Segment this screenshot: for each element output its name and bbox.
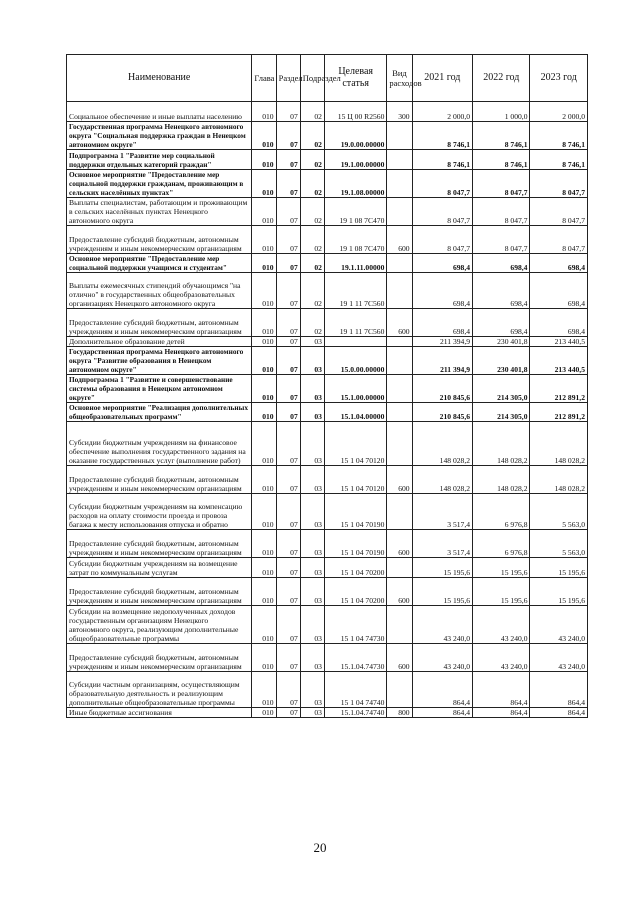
row-value-2022: 6 976,8 <box>473 530 530 558</box>
row-value-2021: 698,4 <box>412 273 472 309</box>
row-value-2021: 8 746,1 <box>412 150 472 170</box>
row-value-2023: 8 746,1 <box>530 122 588 150</box>
row-kind <box>387 606 412 644</box>
row-name: Дополнительное образование детей <box>67 337 252 347</box>
row-chapter: 010 <box>252 337 276 347</box>
row-value-2022: 864,4 <box>473 708 530 718</box>
row-value-2023: 864,4 <box>530 672 588 708</box>
header-chapter: Глава <box>252 55 276 102</box>
row-subsection: 03 <box>300 422 324 466</box>
row-value-2021: 2 000,0 <box>412 102 472 122</box>
row-subsection: 02 <box>300 122 324 150</box>
row-subsection: 03 <box>300 644 324 672</box>
row-subsection: 02 <box>300 170 324 198</box>
row-value-2021: 148 028,2 <box>412 422 472 466</box>
row-value-2021: 698,4 <box>412 254 472 273</box>
row-section: 07 <box>276 494 300 530</box>
row-value-2021: 211 394,9 <box>412 337 472 347</box>
row-value-2023: 698,4 <box>530 309 588 337</box>
row-chapter: 010 <box>252 150 276 170</box>
row-chapter: 010 <box>252 494 276 530</box>
row-kind <box>387 672 412 708</box>
row-name: Предоставление субсидий бюджетным, автономным учреждениям и иным некоммерческим организациям <box>67 226 252 254</box>
row-kind: 600 <box>387 578 412 606</box>
row-chapter: 010 <box>252 309 276 337</box>
row-value-2022: 148 028,2 <box>473 466 530 494</box>
row-chapter: 010 <box>252 530 276 558</box>
row-chapter: 010 <box>252 466 276 494</box>
row-target: 19 1 08 7С470 <box>324 226 386 254</box>
row-value-2021: 8 047,7 <box>412 198 472 226</box>
row-section: 07 <box>276 102 300 122</box>
row-value-2023: 148 028,2 <box>530 466 588 494</box>
row-name: Социальное обеспечение и иные выплаты населению <box>67 102 252 122</box>
table-row <box>67 708 588 718</box>
row-name: Субсидии бюджетным учреждениям на возмещение затрат по коммунальным услугам <box>67 558 252 578</box>
row-subsection: 03 <box>300 530 324 558</box>
row-chapter: 010 <box>252 606 276 644</box>
row-value-2022: 8 746,1 <box>473 150 530 170</box>
row-kind: 300 <box>387 102 412 122</box>
row-value-2023: 8 746,1 <box>530 150 588 170</box>
table-row <box>67 170 588 198</box>
row-chapter: 010 <box>252 102 276 122</box>
row-value-2022: 230 401,8 <box>473 347 530 375</box>
row-subsection: 03 <box>300 403 324 422</box>
table-row <box>67 494 588 530</box>
table-body <box>67 102 588 718</box>
row-kind <box>387 198 412 226</box>
row-value-2023: 15 195,6 <box>530 558 588 578</box>
row-target: 15.1.00.00000 <box>324 375 386 403</box>
row-value-2022: 1 000,0 <box>473 102 530 122</box>
row-target: 15 1 04 74740 <box>324 672 386 708</box>
row-subsection: 02 <box>300 226 324 254</box>
table-row <box>67 273 588 309</box>
row-value-2022: 230 401,8 <box>473 337 530 347</box>
row-section: 07 <box>276 403 300 422</box>
row-chapter: 010 <box>252 558 276 578</box>
row-value-2023: 5 563,0 <box>530 494 588 530</box>
row-section: 07 <box>276 530 300 558</box>
row-value-2023: 8 047,7 <box>530 226 588 254</box>
row-value-2022: 8 047,7 <box>473 198 530 226</box>
row-subsection: 03 <box>300 672 324 708</box>
row-target: 19.1.11.00000 <box>324 254 386 273</box>
row-target <box>324 337 386 347</box>
row-kind <box>387 150 412 170</box>
row-kind <box>387 254 412 273</box>
row-section: 07 <box>276 708 300 718</box>
row-value-2023: 43 240,0 <box>530 606 588 644</box>
table-row <box>67 578 588 606</box>
row-value-2023: 698,4 <box>530 254 588 273</box>
row-chapter: 010 <box>252 672 276 708</box>
row-value-2022: 864,4 <box>473 672 530 708</box>
table-row <box>67 644 588 672</box>
row-subsection: 03 <box>300 375 324 403</box>
row-target: 15.0.00.00000 <box>324 347 386 375</box>
row-value-2023: 43 240,0 <box>530 644 588 672</box>
row-value-2022: 15 195,6 <box>473 578 530 606</box>
row-value-2022: 8 746,1 <box>473 122 530 150</box>
row-section: 07 <box>276 644 300 672</box>
table-row <box>67 102 588 122</box>
row-target: 15 1 04 70200 <box>324 558 386 578</box>
row-kind: 600 <box>387 226 412 254</box>
page-number: 20 <box>313 840 327 855</box>
row-value-2022: 698,4 <box>473 309 530 337</box>
header-subsection: Подраздел <box>300 55 324 102</box>
row-target: 19 1 08 7С470 <box>324 198 386 226</box>
row-kind: 600 <box>387 466 412 494</box>
table-row <box>67 198 588 226</box>
row-section: 07 <box>276 578 300 606</box>
row-value-2023: 8 047,7 <box>530 170 588 198</box>
row-kind: 600 <box>387 309 412 337</box>
row-value-2021: 148 028,2 <box>412 466 472 494</box>
row-chapter: 010 <box>252 644 276 672</box>
row-name: Субсидии бюджетным учреждениям на финансовое обеспечение выполнения государственного задания на оказание государственных услуг (выполнение работ) <box>67 422 252 466</box>
row-value-2021: 698,4 <box>412 309 472 337</box>
row-name: Предоставление субсидий бюджетным, автономным учреждениям и иным некоммерческим организациям <box>67 644 252 672</box>
table-row <box>67 672 588 708</box>
row-target: 15 1 04 70190 <box>324 530 386 558</box>
row-kind <box>387 403 412 422</box>
row-chapter: 010 <box>252 403 276 422</box>
row-value-2022: 8 047,7 <box>473 226 530 254</box>
row-chapter: 010 <box>252 226 276 254</box>
row-target: 15 1 04 70120 <box>324 466 386 494</box>
row-subsection: 02 <box>300 309 324 337</box>
table-row <box>67 337 588 347</box>
row-subsection: 03 <box>300 494 324 530</box>
row-value-2021: 211 394,9 <box>412 347 472 375</box>
row-value-2023: 5 563,0 <box>530 530 588 558</box>
row-section: 07 <box>276 198 300 226</box>
row-section: 07 <box>276 122 300 150</box>
table-row <box>67 347 588 375</box>
row-value-2022: 214 305,0 <box>473 375 530 403</box>
row-subsection: 02 <box>300 273 324 309</box>
row-kind <box>387 375 412 403</box>
row-name: Основное мероприятие "Предоставление мер социальной поддержки гражданам, проживающим в сельских населённых пунктах" <box>67 170 252 198</box>
table-row <box>67 226 588 254</box>
row-value-2022: 6 976,8 <box>473 494 530 530</box>
row-name: Иные бюджетные ассигнования <box>67 708 252 718</box>
row-value-2021: 8 746,1 <box>412 122 472 150</box>
row-name: Основное мероприятие "Реализация дополнительных общеобразовательных программ" <box>67 403 252 422</box>
row-kind: 800 <box>387 708 412 718</box>
table-row <box>67 150 588 170</box>
row-name: Предоставление субсидий бюджетным, автономным учреждениям и иным некоммерческим организациям <box>67 309 252 337</box>
row-section: 07 <box>276 558 300 578</box>
row-value-2021: 3 517,4 <box>412 530 472 558</box>
row-target: 15.1.04.74730 <box>324 644 386 672</box>
row-subsection: 02 <box>300 150 324 170</box>
table-row <box>67 606 588 644</box>
row-chapter: 010 <box>252 578 276 606</box>
row-section: 07 <box>276 170 300 198</box>
row-target: 19.0.00.00000 <box>324 122 386 150</box>
row-name: Субсидии частным организациям, осуществляющим образовательную деятельность и реализующим дополнительные общеобразовательные программы <box>67 672 252 708</box>
table-row <box>67 558 588 578</box>
row-name: Государственная программа Ненецкого автономного округа "Развитие образования в Ненецком автономном округе" <box>67 347 252 375</box>
row-kind <box>387 122 412 150</box>
row-target: 19 1 11 7С560 <box>324 273 386 309</box>
row-value-2021: 864,4 <box>412 672 472 708</box>
row-chapter: 010 <box>252 170 276 198</box>
row-section: 07 <box>276 347 300 375</box>
row-kind <box>387 273 412 309</box>
row-target: 19 1 11 7С560 <box>324 309 386 337</box>
table-row <box>67 254 588 273</box>
row-section: 07 <box>276 273 300 309</box>
row-value-2023: 698,4 <box>530 273 588 309</box>
row-subsection: 03 <box>300 347 324 375</box>
row-section: 07 <box>276 150 300 170</box>
row-section: 07 <box>276 672 300 708</box>
row-value-2023: 2 000,0 <box>530 102 588 122</box>
row-target: 15 1 04 74730 <box>324 606 386 644</box>
row-section: 07 <box>276 375 300 403</box>
table-row <box>67 403 588 422</box>
row-value-2023: 15 195,6 <box>530 578 588 606</box>
row-kind <box>387 422 412 466</box>
row-subsection: 02 <box>300 102 324 122</box>
row-value-2021: 210 845,6 <box>412 375 472 403</box>
row-value-2022: 43 240,0 <box>473 606 530 644</box>
row-value-2021: 864,4 <box>412 708 472 718</box>
row-value-2021: 43 240,0 <box>412 606 472 644</box>
table-row <box>67 530 588 558</box>
row-target: 19.1.08.00000 <box>324 170 386 198</box>
row-name: Предоставление субсидий бюджетным, автономным учреждениям и иным некоммерческим организациям <box>67 578 252 606</box>
budget-table <box>66 54 588 718</box>
row-kind <box>387 170 412 198</box>
row-target: 15 Ц 00 R2560 <box>324 102 386 122</box>
row-target: 15.1.04.74740 <box>324 708 386 718</box>
row-kind: 600 <box>387 644 412 672</box>
row-subsection: 03 <box>300 466 324 494</box>
header-2022: 2022 год <box>473 55 530 102</box>
row-section: 07 <box>276 254 300 273</box>
row-value-2021: 3 517,4 <box>412 494 472 530</box>
row-value-2021: 210 845,6 <box>412 403 472 422</box>
row-subsection: 03 <box>300 708 324 718</box>
row-value-2021: 43 240,0 <box>412 644 472 672</box>
row-value-2022: 15 195,6 <box>473 558 530 578</box>
row-value-2023: 8 047,7 <box>530 198 588 226</box>
row-subsection: 03 <box>300 578 324 606</box>
row-value-2022: 8 047,7 <box>473 170 530 198</box>
row-value-2022: 43 240,0 <box>473 644 530 672</box>
header-section: Раздел <box>276 55 300 102</box>
table-row <box>67 122 588 150</box>
row-name: Субсидии на возмещение недополученных доходов государственным организациям Ненецкого автономного округа, реализующим дополнительные общеобразовательные программы <box>67 606 252 644</box>
row-target: 15 1 04 70200 <box>324 578 386 606</box>
row-section: 07 <box>276 422 300 466</box>
row-target: 15 1 04 70120 <box>324 422 386 466</box>
row-name: Основное мероприятие "Предоставление мер социальной поддержки учащимся и студентам" <box>67 254 252 273</box>
table-header <box>67 55 588 102</box>
row-name: Подпрограмма 1 "Развитие мер социальной поддержки отдельных категорий граждан" <box>67 150 252 170</box>
row-name: Выплаты ежемесячных стипендий обучающимся "на отлично" в государственных общеобразовательных организациях Ненецкого автономного округа <box>67 273 252 309</box>
row-subsection: 03 <box>300 337 324 347</box>
row-name: Предоставление субсидий бюджетным, автономным учреждениям и иным некоммерческим организациям <box>67 466 252 494</box>
row-value-2022: 148 028,2 <box>473 422 530 466</box>
row-section: 07 <box>276 606 300 644</box>
row-value-2022: 698,4 <box>473 254 530 273</box>
row-chapter: 010 <box>252 422 276 466</box>
row-target: 19.1.00.00000 <box>324 150 386 170</box>
header-2023: 2023 год <box>530 55 588 102</box>
row-chapter: 010 <box>252 198 276 226</box>
row-value-2023: 148 028,2 <box>530 422 588 466</box>
row-section: 07 <box>276 226 300 254</box>
row-kind <box>387 337 412 347</box>
row-name: Государственная программа Ненецкого автономного округа "Социальная поддержка граждан в Ненецком автономном округе" <box>67 122 252 150</box>
row-name: Подпрограмма 1 "Развитие и совершенствование системы образования в Ненецком автономном округе" <box>67 375 252 403</box>
row-chapter: 010 <box>252 122 276 150</box>
row-chapter: 010 <box>252 347 276 375</box>
row-kind <box>387 347 412 375</box>
row-value-2021: 15 195,6 <box>412 558 472 578</box>
row-kind <box>387 494 412 530</box>
row-chapter: 010 <box>252 273 276 309</box>
table-row <box>67 422 588 466</box>
table-row <box>67 466 588 494</box>
header-target: Целевая статья <box>324 55 386 102</box>
row-name: Выплаты специалистам, работающим и проживающим в сельских населённых пунктах Ненецкого автономного округа <box>67 198 252 226</box>
header-2021: 2021 год <box>412 55 472 102</box>
row-value-2023: 213 440,5 <box>530 347 588 375</box>
row-value-2021: 15 195,6 <box>412 578 472 606</box>
table-row <box>67 375 588 403</box>
row-target: 15.1.04.00000 <box>324 403 386 422</box>
header-name: Наименование <box>67 55 252 102</box>
row-kind: 600 <box>387 530 412 558</box>
row-subsection: 03 <box>300 606 324 644</box>
row-value-2023: 213 440,5 <box>530 337 588 347</box>
row-name: Предоставление субсидий бюджетным, автономным учреждениям и иным некоммерческим организациям <box>67 530 252 558</box>
row-value-2022: 214 305,0 <box>473 403 530 422</box>
header-kind: Вид расходов <box>387 55 412 102</box>
row-name: Субсидии бюджетным учреждениям на компенсацию расходов на оплату стоимости проезда и провоза багажа к месту использования отпуска и обратно <box>67 494 252 530</box>
row-target: 15 1 04 70190 <box>324 494 386 530</box>
row-kind <box>387 558 412 578</box>
row-chapter: 010 <box>252 708 276 718</box>
row-value-2021: 8 047,7 <box>412 226 472 254</box>
row-value-2023: 212 891,2 <box>530 375 588 403</box>
row-subsection: 02 <box>300 198 324 226</box>
row-subsection: 02 <box>300 254 324 273</box>
row-chapter: 010 <box>252 254 276 273</box>
row-subsection: 03 <box>300 558 324 578</box>
row-value-2021: 8 047,7 <box>412 170 472 198</box>
row-value-2023: 212 891,2 <box>530 403 588 422</box>
row-value-2022: 698,4 <box>473 273 530 309</box>
row-section: 07 <box>276 309 300 337</box>
row-chapter: 010 <box>252 375 276 403</box>
table-row <box>67 309 588 337</box>
row-section: 07 <box>276 466 300 494</box>
row-value-2023: 864,4 <box>530 708 588 718</box>
row-section: 07 <box>276 337 300 347</box>
